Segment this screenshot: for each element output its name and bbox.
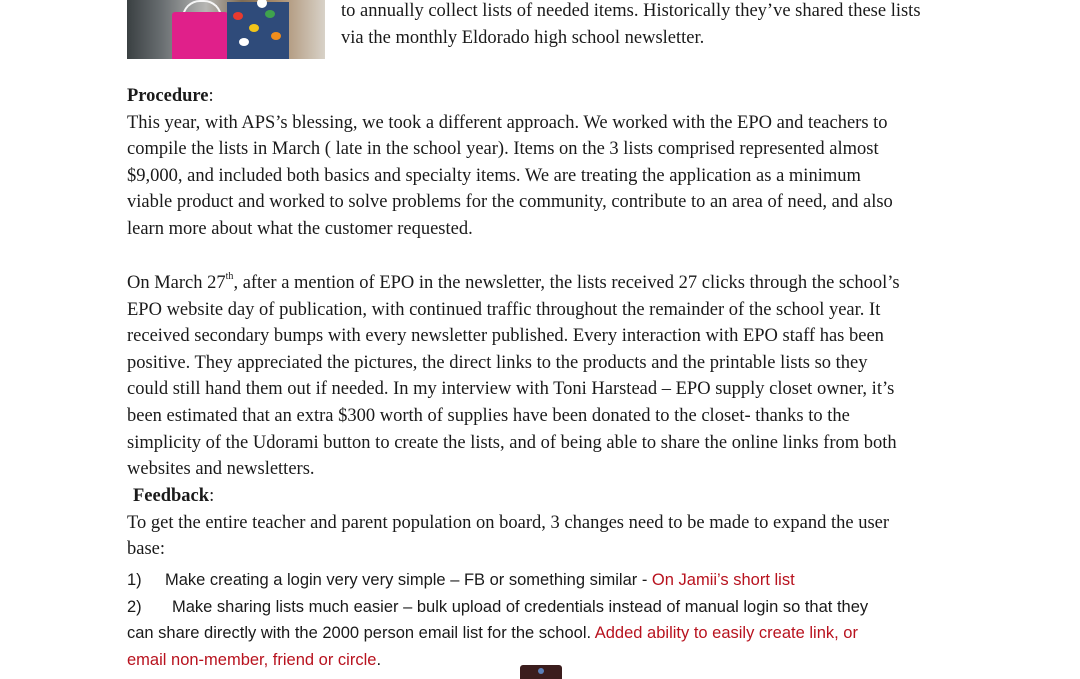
text-line: This year, with APS’s blessing, we took a different approach. We worked with the EPO and teachers to (127, 112, 888, 133)
heading-colon: : (208, 86, 214, 106)
feedback-list (127, 567, 957, 673)
text-line: could still hand them out if needed. In my interview with Toni Harstead – EPO supply closet owner, it’s (127, 379, 895, 400)
procedure-section (127, 83, 957, 243)
text-line: learn more about what the customer requested. (127, 218, 473, 239)
text-line: received secondary bumps with every newsletter published. Every interaction with EPO staff has been (127, 326, 884, 347)
list-item-text: can share directly with the 2000 person email list for the school. (127, 624, 595, 643)
donation-photo (127, 0, 325, 59)
intro-text (341, 0, 981, 51)
text-line: viable product and worked to solve problems for the community, contribute to an area of need, and also (127, 192, 893, 213)
status-note: Added ability to easily create link, or (594, 624, 858, 643)
embedded-image-icon (520, 665, 562, 679)
list-item-text: . (376, 650, 382, 669)
supplies-bag (227, 2, 289, 59)
text-line: On March 27th, after a mention of EPO in the newsletter, the lists received 27 clicks through the school’s (127, 270, 900, 293)
text-line: to annually collect lists of needed items. Historically they’ve shared these lists (341, 1, 921, 21)
text-line: base: (127, 539, 166, 560)
text-line: via the monthly Eldorado high school newsletter. (341, 27, 705, 48)
feedback-heading-line (127, 483, 957, 510)
pink-gift-bag (172, 12, 228, 59)
feedback-section (127, 483, 957, 563)
text-line: websites and newsletters. (127, 459, 315, 480)
list-item (127, 567, 957, 594)
text-line: To get the entire teacher and parent population on board, 3 changes need to be made to expand the user (127, 512, 890, 533)
list-number: 2) (127, 597, 142, 616)
text-line: been estimated that an extra $300 worth of supplies have been donated to the closet- thanks to the (127, 405, 850, 426)
list-item-continued (127, 620, 957, 647)
procedure-heading: Procedure (127, 86, 209, 106)
list-item-text: Make creating a login very very simple – FB or something similar - (165, 571, 652, 589)
status-note: email non-member, friend or circle (127, 650, 377, 669)
feedback-heading: Feedback (133, 486, 210, 506)
heading-colon: : (209, 486, 215, 506)
results-paragraph (127, 270, 957, 483)
list-item-text: Make sharing lists much easier – bulk upload of credentials instead of manual login so that they (172, 597, 869, 616)
text-line: EPO website day of publication, with continued traffic throughout the remainder of the school year. It (127, 299, 881, 320)
superscript: th (225, 270, 234, 282)
text-line: positive. They appreciated the pictures, the direct links to the products and the printable lists so they (127, 352, 868, 373)
list-number: 1) (127, 571, 142, 589)
status-note: On Jamii’s short list (651, 571, 795, 589)
list-item (127, 594, 957, 621)
text-line: $9,000, and included both basics and specialty items. We are treating the application as a minimum (127, 165, 861, 186)
text-line: simplicity of the Udorami button to create the lists, and of being able to share the online links from both (127, 432, 897, 453)
text-line: compile the lists in March ( late in the school year). Items on the 3 lists comprised represented almost (127, 139, 879, 160)
procedure-heading-line (127, 83, 957, 110)
